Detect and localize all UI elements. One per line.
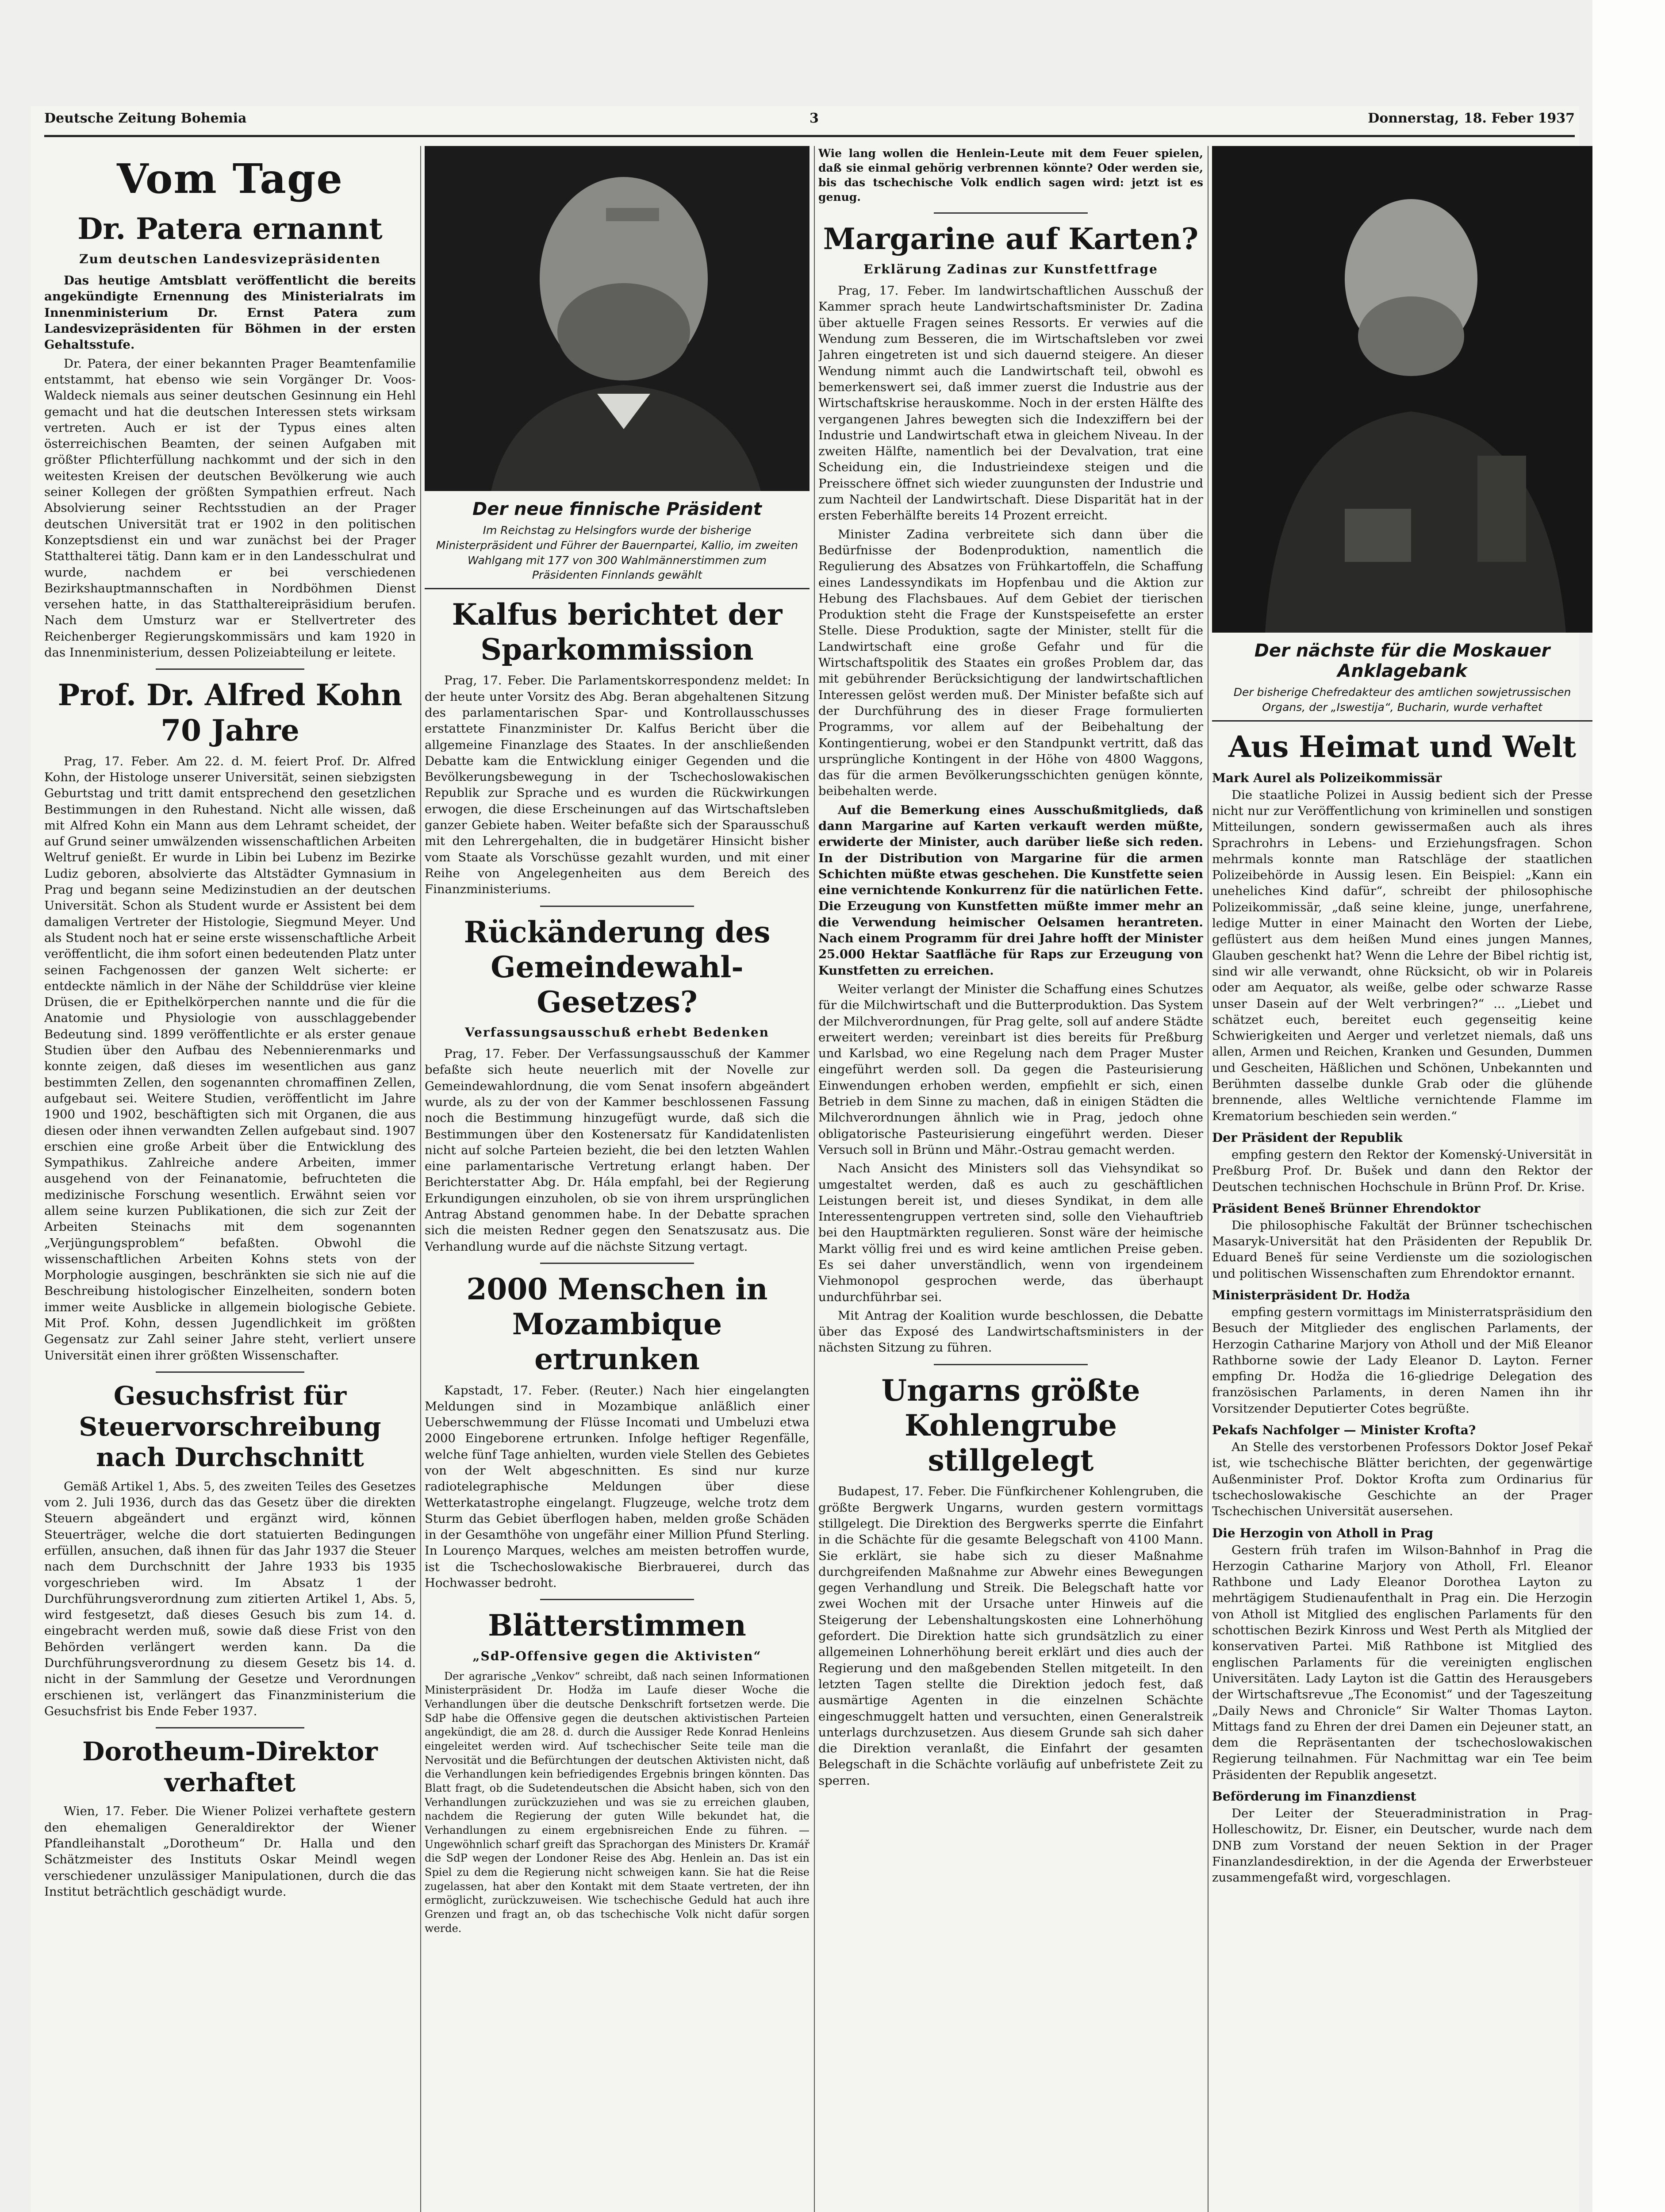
photo-title: Der neue finnische Präsident [472, 499, 762, 519]
page-header [44, 111, 1575, 133]
item-heading: Pekafs Nachfolger — Minister Krofta? [1212, 1423, 1476, 1438]
page-number: 3 [809, 111, 819, 126]
item-body: Gestern früh trafen im Wilson-Bahnhof in Prag die Herzogin Catharine Marjory von Atholl, Frl. Eleanor Rathbone und Lady Eleanor Dorothea Layton zu mehrtägigem Studienaufenthalt in Prag ein. Die Herzogin von Atholl ist Mitglied des englischen Parlaments für den schottischen Bezirk Kinross und West Perth als Mitglied der konservativen Partei. Miß Rathbone ist Mitglied des englischen Parlaments für die vereinigten englischen Universitäten. Lady Layton ist die Gattin des Herausgebers der Wirtschaftsrevue „The Economist“ und der Tageszeitung „Daily News and Chronicle“ Sir Walter Thomas Layton. Mittags fand zu Ehren der drei Damen ein Dejeuner statt, an dem die Repräsentanten der tschechoslowakischen Regierung teilnahmen. Für Nachmittag war ein Tee beim Präsidenten der Republik angesetzt. [1212, 1543, 1592, 1782]
headline: Ungarns größte Kohlengrube stillgelegt [881, 1373, 1140, 1478]
section-title: Aus Heimat und Welt [1228, 729, 1577, 764]
photo-box [1212, 146, 1592, 722]
column-4 [1212, 146, 1592, 2212]
headline: Gesuchsfrist für Steuervorschreibung nach Durchschnitt [79, 1380, 381, 1473]
article-body: Prag, 17. Feber. Am 22. d. M. feiert Prof. Dr. Alfred Kohn, der Histologe unserer Universität, seinen siebzigsten Geburtstag und tritt damit entsprechend den gesetzlichen Bestimmungen in den Ruhestand. Nicht alle wissen, daß mit Alfred Kohn ein Mann aus dem Lehramt scheidet, der auf Grund seiner umwälzenden wissenschaftlichen Arbeiten Weltruf genießt. Er wurde in Libin bei Lubenz im Bezirke Ludiz geboren, absolvierte das Altstädter Gymnasium in Prag und begann seine Medizinstudien an der deutschen Universität. Schon als Student wurde er Assistent bei dem damaligen Vertreter der Histologie, Siegmund Meyer. Und als Student noch hat er seine erste wissenschaftliche Arbeit veröffentlicht, die ihm sofort einen bedeutenden Platz unter seinen Fachgenossen der ganzen Welt sicherte: er entdeckte nämlich in der Nähe der Schilddrüse vier kleine Drüsen, die er Epithelkörperchen nannte und die für die Anatomie und Physiologie von ausschlaggebender Bedeutung sind. 1899 veröffentlichte er als erster genaue Studien über den Aufbau des Nebennierenmarks und konnte zeigen, daß dieses im wesentlichen aus ganz bestimmten Zellen, den sogenannten chromaffinen Zellen, aufgebaut sei. Weitere Studien, veröffentlicht im Jahre 1900 und 1902, beschäftigten sich mit Organen, die aus diesen oder ihnen verwandten Zellen aufgebaut sind. 1907 erschien eine große Arbeit über die Entwicklung des Sympathikus. Zahlreiche andere Arbeiten, immer ausgehend von der Feinanatomie, befruchteten die medizinische Forschung wesentlich. Erwähnt seien vor allem seine kurzen Publikationen, die sich zur Zeit der Arbeiten Steinachs mit dem sogenannten „Verjüngungsproblem“ befaßten. Obwohl die wissenschaftlichen Arbeiten Kohns stets von der Morphologie ausgingen, beschränkten sie sich nie auf die Beschreibung histologischer Einzelheiten, sondern boten immer weite Ausblicke in allgemein biologische Gebiete. Mit Prof. Kohn, dessen Jugendlichkeit im größten Gegensatz zur Zahl seiner Jahre steht, verliert unsere Universität einen ihrer größten Wissenschafter. [44, 754, 416, 1363]
item-body: empfing gestern den Rektor der Komenský-Universität in Preßburg Prof. Dr. Bušek und dann den Rektor der Deutschen technischen Hochschule in Brünn Prof. Dr. Krise. [1212, 1147, 1592, 1194]
headline: Rückänderung des Gemeindewahl-Gesetzes? [464, 914, 771, 1019]
item-heading: Beförderung im Finanzdienst [1212, 1789, 1416, 1804]
article-body-bold: Auf die Bemerkung eines Ausschußmitglieds, daß dann Margarine auf Karten verkauft werden müßte, erwiderte der Minister, auch darüber ließe sich reden. In der Distribution von Margarine für die armen Schichten müßte etwas geschehen. Die Kunstfette seien eine vernichtende Konkurrenz für die natürlichen Fette. Die Erzeugung von Kunstfetten müßte immer mehr an die Verwendung heimischer Oelsamen herantreten. Nach einem Programm für drei Jahre hofft der Minister 25.000 Hektar Saatfläche für Raps zur Erzeugung von Kunstfetten zu erreichen. [818, 803, 1203, 978]
item-heading: Präsident Beneš Brünner Ehrendoktor [1212, 1201, 1481, 1216]
photo-box [425, 146, 809, 589]
item-heading: Ministerpräsident Dr. Hodža [1212, 1288, 1410, 1302]
column-divider [814, 146, 815, 2212]
header-rule [44, 135, 1575, 137]
separator [156, 1727, 304, 1728]
headline: Kalfus berichtet der Sparkommission [452, 597, 783, 667]
headline: Margarine auf Karten? [823, 222, 1199, 256]
headline: Dorotheum-Direktor verhaftet [82, 1736, 378, 1797]
article-body: Der agrarische „Venkov“ schreibt, daß nach seinen Informationen Ministerpräsident Dr. Hodža im Laufe dieser Woche die Verhandlungen über die deutsche Denkschrift fortsetzen werde. Die SdP habe die Offensive gegen die deutschen aktivistischen Parteien angekündigt, die am 28. d. durch die Aussiger Rede Konrad Henleins eingeleitet werden wird. Auf tschechischer Seite teile man die Nervosität und die Befürchtungen der deutschen Aktivisten nicht, daß die Verhandlungen kein befriedigendes Ergebnis bringen könnten. Das Blatt fragt, ob die Sudetendeutschen die Absicht haben, sich von den Verhandlungen zurückzuziehen und was sie zu erreichen glauben, nachdem die Regierung der guten Wille bekundet hat, die Verhandlungen zu einem ergebnisreichen Ende zu führen. — Ungewöhnlich scharf greift das Sprachorgan des Ministers Dr. Kramář die SdP wegen der Londoner Reise des Abg. Henlein an. Das ist ein Spiel zu dem die Regierung nicht schweigen kann. Sie hat die Reise zugelassen, hat aber den Kontakt mit dem Staate vertreten, der ihn ermöglicht, zurückzuweisen. Wie tschechische Geduld hat auch ihre Grenzen und fragt an, ob das tschechische Volk nicht dafür sorgen werde. [425, 1670, 809, 1935]
subheadline: Erklärung Zadinas zur Kunstfettfrage [863, 262, 1158, 277]
item-heading: Die Herzogin von Atholl in Prag [1212, 1525, 1433, 1540]
separator [156, 1371, 304, 1373]
continued-text: Wie lang wollen die Henlein-Leute mit dem Feuer spielen, daß sie einmal gehörig verbrennen könnte? Oder werden sie, bis das tschechische Volk endlich sagen wird: jetzt ist es genug. [818, 147, 1203, 204]
separator [540, 906, 694, 907]
article-body: Mit Antrag der Koalition wurde beschlossen, die Debatte über das Exposé des Landwirtschaftsministers in der nächsten Sitzung zu führen. [818, 1308, 1203, 1355]
subheadline: „SdP-Offensive gegen die Aktivisten“ [472, 1648, 762, 1663]
separator [156, 668, 304, 670]
article-body: Minister Zadina verbreitete sich dann über die Bedürfnisse der Bodenproduktion, namentlich die Regulierung des Absatzes von Frühkartoffeln, die Schaffung eines Landessyndikats im Hopfenbau und die Aktion zur Hebung des Flachsbaues. Auf dem Gebiet der tierischen Produktion steht die Frage der Kunstspeisefette an erster Stelle. Diese Produktion, sagte der Minister, stellt für die Landwirtschaft eine große Gefahr und für die Wirtschaftspolitik des Staates ein großes Problem dar, das mit gebührender Berücksichtigung der landwirtschaftlichen Interessen gelöst werden muß. Der Minister befaßte sich auf der Durchführung des in dieser Frage formulierten Programms, vor allem auf der Beibehaltung der Kontingentierung, wobei er den Standpunkt vertritt, daß das ursprüngliche Kontingent in der Höhe von 4800 Waggons, das für die armen Bevölkerungsschichten genügen könnte, beibehalten werde. [818, 527, 1203, 799]
column-2 [425, 146, 809, 2212]
article-body: Weiter verlangt der Minister die Schaffung eines Schutzes für die Milchwirtschaft und die Butterproduktion. Das System der Milchverordnungen, für Prag gelte, soll auf andere Städte erweitert werden; vereinbart ist dies bereits für Preßburg und Karlsbad, wo eine Regelung nach dem Prager Muster eingeführt werden soll. Da gegen die Pasteurisierung Einwendungen erhoben werden, empfiehlt er sich, einen Betrieb in dem Sinne zu machen, daß in einigen Städten die Milchverordnungen ähnlich wie in Prag, jedoch ohne obligatorische Pasteurisierung eingeführt werden. Dieser Versuch soll in Brünn und Mähr.-Ostrau gemacht werden. [818, 982, 1203, 1157]
scan-margin [1592, 0, 1665, 2212]
lead-paragraph: Das heutige Amtsblatt veröffentlicht die bereits angekündigte Ernennung des Ministerialrats im Innenministerium Dr. Ernst Patera zum Landesvizepräsidenten für Böhmen in der ersten Gehaltsstufe. [44, 273, 416, 352]
item-body: An Stelle des verstorbenen Professors Doktor Josef Pekař ist, wie tschechische Blätter berichten, der gegenwärtige Außenminister Prof. Doktor Krofta zum Ordinarius für tschechoslowakische Geschichte an der Prager Tschechischen Universität ausersehen. [1212, 1440, 1592, 1519]
column-divider [420, 146, 421, 2212]
section-title: Vom Tage [117, 155, 343, 203]
column-3 [818, 146, 1203, 2212]
headline: Prof. Dr. Alfred Kohn 70 Jahre [58, 678, 403, 748]
article-body: Wien, 17. Feber. Die Wiener Polizei verhaftete gestern den ehemaligen Generaldirektor der Wiener Pfandleihanstalt „Dorotheum“ Dr. Halla und den Schätzmeister des Instituts Oskar Meindl wegen verschiedener unzulässiger Manipulationen, durch die das Institut beträchtlich geschädigt wurde. [44, 1804, 416, 1899]
article-body: Gemäß Artikel 1, Abs. 5, des zweiten Teiles des Gesetzes vom 2. Juli 1936, durch das das Gesetz über die direkten Steuern abgeändert und ergänzt wird, können Steuerträger, welche die dort statuierten Bedingungen erfüllen, ansuchen, daß ihnen für das Jahr 1937 die Steuer nach dem Durchschnitt der Jahre 1933 bis 1935 vorgeschrieben wird. Im Absatz 1 der Durchführungsverordnung zum zitierten Artikel 1, Abs. 5, wird festgesetzt, daß dieses Gesuch bis zum 14. d. eingebracht werden muß, sowie daß diese Frist von den Behörden verlängert werden kann. Da die Durchführungsverordnung zu diesem Gesetz bis 14. d. nicht in der Sammlung der Gesetze und Verordnungen erschienen ist, verlängert das Finanzministerium die Gesuchsfrist bis Ende Feber 1937. [44, 1479, 416, 1718]
headline: Blätterstimmen [488, 1608, 746, 1643]
separator [934, 1364, 1088, 1365]
item-heading: Mark Aurel als Polizeikommissär [1212, 770, 1442, 785]
headline: 2000 Menschen in Mozambique ertrunken [466, 1271, 768, 1377]
article-body: Prag, 17. Feber. Im landwirtschaftlichen Ausschuß der Kammer sprach heute Landwirtschaftsminister Dr. Zadina über aktuelle Fragen seines Ressorts. Er verwies auf die Wendung zum Besseren, die im Wirtschaftsleben vor zwei Jahren eingetreten ist und sich dauernd steigere. An dieser Wendung nimmt auch die Landwirtschaft teil, obwohl es bemerkenswert sei, daß immer zuerst die Industrie aus der Wirtschaftskrise herauskomme. Noch in der ersten Hälfte des vergangenen Jahres bewegten sich die Indexziffern bei der Industrie und Landwirtschaft etwa in gleichem Niveau. In der zweiten Hälfte, namentlich bei der Devalvation, trat eine Scheidung ein, die Industrieindexe steigen und die Preisschere öffnet sich wieder zuungunsten der Industrie und zum Nachteil der Landwirtschaft. Diese Disparität hat in der ersten Feberhälfte bereits 14 Prozent erreicht. [818, 284, 1203, 523]
photo-caption: Im Reichstag zu Helsingfors wurde der bisherige Ministerpräsident und Führer der Bauernpartei, Kallio, im zweiten Wahlgang mit 177 von 300 Wahlmännerstimmen zum Präsidenten Finnlands gewählt [436, 524, 798, 582]
article-body: Budapest, 17. Feber. Die Fünfkirchener Kohlengruben, die größte Bergwerk Ungarns, wurden gestern vormittags stillgelegt. Die Direktion des Bergwerks sperrte die Einfahrt in die Schächte für die gesamte Belegschaft von 4100 Mann. Sie erklärt, sie habe sich zu dieser Maßnahme durchgreifenden Maßnahme zur Abwehr eines Bewegungen gegen Verhandlung und Streik. Die Belegschaft hatte vor zwei Wochen mit der Ursache unter Hinweis auf die Steigerung der Lebenshaltungskosten eine Lohnerhöhung gefordert. Die Direktion hatte sich grundsätzlich zu einer allgemeinen Lohnerhöhung bereit erklärt und dies auch der Regierung und den maßgebenden Stellen mitgeteilt. In den letzten Tagen stellte die Direktion jedoch fest, daß ausmärtige Agenten in die einzelnen Schächte eingeschmuggelt hatten und versuchten, einen Generalstreik unterlags durchzusetzen. Aus diesem Grunde sah sich daher die Direktion veranlaßt, die Einfahrt der gesamten Belegschaft in die Schächte vorläufig auf unbefristete Zeit zu sperren. [818, 1484, 1203, 1788]
item-body: Die staatliche Polizei in Aussig bedient sich der Presse nicht nur zur Veröffentlichung von kriminellen und sonstigen Mitteilungen, sondern gewissermaßen auch als ihres Sprachrohrs in Lebens- und Erziehungsfragen. Schon mehrmals konnte man Ratschläge der staatlichen Polizeibehörde in Aussig lesen. Ein Beispiel: „Kann ein uneheliches Kind dafür“, schreibt der philosophische Polizeikommissär, „daß seine kleine, junge, unerfahrene, ledige Mutter in einer Mainacht den Worten der Liebe, geflüstert aus dem heißen Mund eines jungen Mannes, Glauben geschenkt hat? Wenn die Lehre der Bibel richtig ist, sind wir alle verwandt, ohne Rücksicht, ob wir in Polareis oder am Aequator, als weiße, gelbe oder schwarze Rasse unser Dasein auf der Welt verbringen?“ ... „Liebet und schätzet euch, bereitet euch gegenseitig keine Schwierigkeiten und Aerger und verletzet niemals, daß uns allen, Armen und Reichen, Kranken und Gesunden, Dummen und Gescheiten, Häßlichen und Schönen, Unbekannten und Berühmten dasselbe dunkle Grab oder die glühende brennende, alles Weltliche vernichtende Flamme im Krematorium beschieden sein werden.“ [1212, 787, 1592, 1123]
article-body: Prag, 17. Feber. Die Parlamentskorrespondenz meldet: In der heute unter Vorsitz des Abg. Beran abgehaltenen Sitzung des parlamentarischen Spar- und Kontrollausschusses erstattete Finanzminister Dr. Kalfus Bericht über die allgemeine Finanzlage des Staates. In der anschließenden Debatte kam die Entwicklung einiger Gegenden und die Bevölkerungsbewegung in der Tschechoslowakischen Republik zur Sprache und es wurden die Rückwirkungen erwogen, die diese Erscheinungen auf das Wirtschaftsleben ganzer Gebiete haben. Weiter befaßte sich der Sparausschuß mit den Lehrergehalten, die in budgetärer Hinsicht bisher vom Staate als Vorschüsse gezahlt wurden, und mit einer Reihe von Angelegenheiten aus dem Bereich des Finanzministeriums. [425, 673, 809, 897]
article-body: Dr. Patera, der einer bekannten Prager Beamtenfamilie entstammt, hat ebenso wie sein Vorgänger Dr. Voos-Waldeck niemals aus seiner deutschen Gesinnung ein Hehl gemacht und hat die deutschen Interessen stets wirksam vertreten. Auch er ist der Typus eines alten österreichischen Beamten, der seinen Aufgaben mit größter Pflichterfüllung nachkommt und der sich in den weitesten Kreisen der deutschen Bevölkerung wie auch seiner Kollegen der größten Sympathien erfreut. Nach Absolvierung seiner Rechtsstudien an der Prager deutschen Universität trat er 1902 in den politischen Konzeptsdienst ein und war zunächst bei der Prager Statthalterei tätig. Dann kam er in den Landesschulrat und wurde, nachdem er bei verschiedenen Bezirkshauptmannschaften in Nordböhmen Dienst versehen hatte, in das Statthaltereipräsidium berufen. Nach dem Umsturz war er Stellvertreter des Reichenberger Regierungskommissärs und kam 1920 in das Innenministerium, dessen Polizeiabteilung er leitete. [44, 356, 416, 660]
photo-caption: Der bisherige Chefredakteur des amtlichen sowjetrussischen Organs, der „Iswestija“, Bucharin, wurde verhaftet [1233, 686, 1571, 714]
photo-title: Der nächste für die Moskauer Anklagebank [1254, 641, 1550, 681]
portrait-photo [425, 146, 809, 491]
separator [540, 1599, 694, 1600]
headline: Dr. Patera ernannt [77, 211, 383, 246]
separator [934, 212, 1088, 214]
subheadline: Verfassungsausschuß erhebt Bedenken [464, 1025, 770, 1040]
article-body: Kapstadt, 17. Feber. (Reuter.) Nach hier eingelangten Meldungen sind in Mozambique anläßlich einer Ueberschwemmung der Flüsse Incomati und Umbeluzi etwa 2000 Eingeborene ertrunken. Infolge heftiger Regenfälle, welche fünf Tage anhielten, wurden viele Stellen des Gebietes von der Welt abgeschnitten. Es sind nur kurze radiotelegraphische Meldungen über diese Wetterkatastrophe eingelangt. Flugzeuge, welche trotz dem Sturm das Gebiet überflogen haben, melden große Schäden in der Gesamthöhe von ungefähr einer Million Pfund Sterling. In Lourenço Marques, welches am meisten betroffen wurde, ist die Tschechoslowakische Bierbrauerei, durch das Hochwasser bedroht. [425, 1383, 809, 1590]
masthead-left: Deutsche Zeitung Bohemia [44, 111, 247, 126]
column-1 [44, 146, 416, 2212]
subheadline: Zum deutschen Landesvizepräsidenten [79, 252, 381, 267]
item-body: empfing gestern vormittags im Ministerratspräsidium den Besuch der Mitglieder des englischen Parlaments, der Herzogin Catharine Marjory von Atholl und der Miß Eleanor Rathborne sowie der Lady Eleanor D. Layton. Ferner empfing Dr. Hodža die 16-gliedrige Delegation des französischen Parlaments, in deren Namen ihn ihr Vorsitzender Deputierter Cotes begrüßte. [1212, 1305, 1592, 1416]
issue-date: Donnerstag, 18. Feber 1937 [1368, 111, 1575, 126]
item-body: Der Leiter der Steueradministration in Prag-Holleschowitz, Dr. Eisner, ein Deutscher, wurde nach dem DNB zum Vorstand der neuen Sektion in der Prager Finanzlandesdirektion, in der die Agenda der Erwerbsteuer zusammengefaßt wird, vorgeschlagen. [1212, 1806, 1592, 1885]
item-heading: Der Präsident der Republik [1212, 1130, 1403, 1145]
item-body: Die philosophische Fakultät der Brünner tschechischen Masaryk-Universität hat den Präsidenten der Republik Dr. Eduard Beneš für seine Verdienste um die soziologischen und politischen Wissenschaften zum Ehrendoktor ernannt. [1212, 1218, 1592, 1281]
portrait-photo [1212, 146, 1592, 633]
article-body: Prag, 17. Feber. Der Verfassungsausschuß der Kammer befaßte sich heute neuerlich mit der Novelle zur Gemeindewahlordnung, die vom Senat insofern abgeändert wurde, als zu der von der Kammer beschlossenen Fassung noch die Bestimmung hinzugefügt wurde, daß sich die Bestimmungen über den Kostenersatz für Kandidatenlisten nicht auf solche Parteien bezieht, die bei den letzten Wahlen eine parlamentarische Vertretung erlangt haben. Der Berichterstatter Abg. Dr. Hála empfahl, bei der Regierung Erkundigungen einzuholen, ob sie von ihrem ursprünglichen Antrag Abstand genommen habe. In der Debatte sprachen sich die meisten Redner gegen den Senatszusatz aus. Die Verhandlung wurde auf die nächste Sitzung vertagt. [425, 1047, 809, 1254]
separator [540, 1263, 694, 1264]
article-body: Nach Ansicht des Ministers soll das Viehsyndikat so umgestaltet werden, daß es auch zu geschäftlichen Leistungen bereit ist, und dieses Syndikat, in dem alle Interessentengruppen vertreten sind, solle den Viehauftrieb bei den Hauptmärkten regulieren. Sonst wäre der heimische Markt völlig frei und es wird keine amtlichen Preise geben. Es sei daher unverständlich, wenn von irgendeinem Viehmonopol gesprochen werde, das überhaupt undurchführbar sei. [818, 1161, 1203, 1304]
